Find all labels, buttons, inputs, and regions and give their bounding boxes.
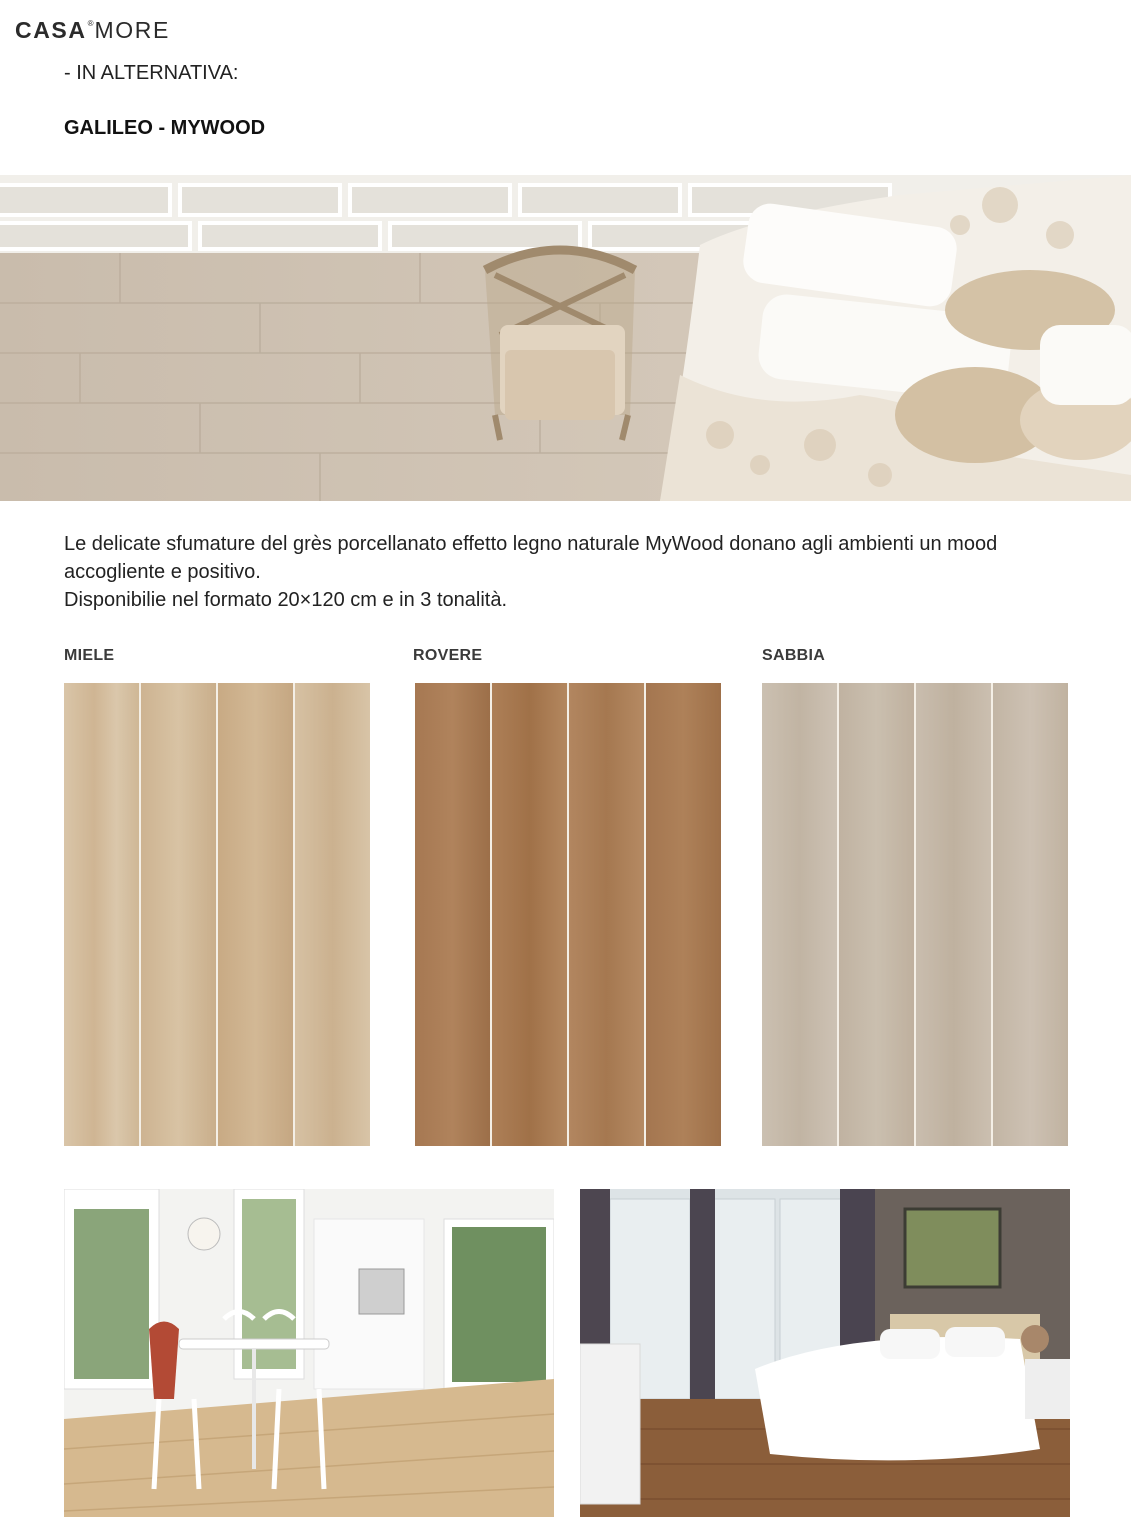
room-photo-bedroom — [580, 1189, 1070, 1517]
plank — [567, 683, 644, 1146]
plank — [914, 683, 991, 1146]
logo-light-text: MORE — [94, 17, 170, 43]
hero-illustration — [0, 175, 1131, 501]
swatch-label-miele: MIELE — [64, 647, 115, 664]
logo-registered-mark: ® — [87, 19, 94, 28]
product-description — [64, 530, 1094, 614]
plank — [139, 683, 216, 1146]
swatch-sabbia — [762, 683, 1068, 1146]
logo-bold-text: CASA — [15, 17, 87, 43]
plank — [991, 683, 1068, 1146]
brand-logo — [15, 17, 170, 43]
description-line-1: Le delicate sfumature del grès porcellanato effetto legno naturale MyWood donano agli ambienti un mood accogliente e positivo. — [64, 533, 998, 583]
dining-room-illustration — [64, 1189, 554, 1517]
swatch-miele — [64, 683, 370, 1146]
hero-bedroom-image — [0, 175, 1131, 501]
intro-text: - IN ALTERNATIVA: — [64, 62, 239, 84]
plank — [644, 683, 721, 1146]
plank — [837, 683, 914, 1146]
room-photo-dining — [64, 1189, 554, 1517]
chair — [485, 250, 635, 440]
swatch-rovere — [415, 683, 721, 1146]
bedroom-illustration — [580, 1189, 1070, 1517]
plank — [762, 683, 837, 1146]
swatch-label-rovere: ROVERE — [413, 647, 483, 664]
plank — [64, 683, 139, 1146]
plank — [216, 683, 293, 1146]
plank — [415, 683, 490, 1146]
plank — [490, 683, 567, 1146]
description-line-2: Disponibilie nel formato 20×120 cm e in 3 tonalità. — [64, 589, 508, 611]
product-title: GALILEO - MYWOOD — [64, 117, 266, 139]
swatch-label-sabbia: SABBIA — [762, 647, 826, 664]
plank — [293, 683, 370, 1146]
